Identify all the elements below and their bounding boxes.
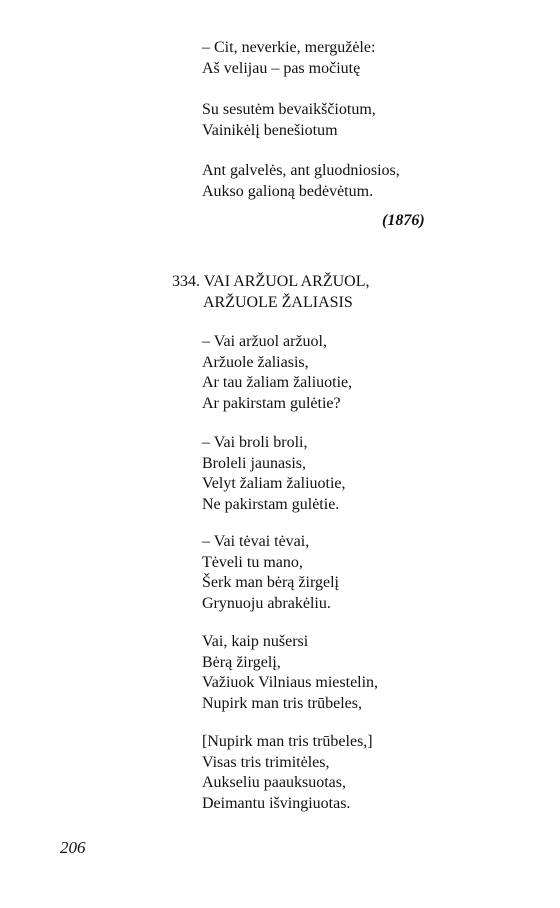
song-stanza-4	[202, 632, 378, 714]
song-heading	[172, 272, 370, 313]
poem-line: Tėveli tu mano,	[202, 553, 303, 571]
song-stanza-2	[202, 433, 346, 515]
poem-line: Važiuok Vilniaus miestelin,	[202, 674, 379, 691]
poem-line: Broleli jaunasis,	[202, 454, 306, 472]
song-stanza-1	[202, 332, 352, 414]
top-poem-stanza-2	[202, 100, 376, 141]
poem-line: Aržuole žaliasis,	[202, 353, 309, 371]
poem-line: Su sesutėm bevaikščiotum,	[202, 101, 376, 118]
top-poem-stanza-3	[202, 161, 400, 202]
poem-line: Aš velijau – pas močiutę	[202, 59, 361, 77]
song-title-line-1: VAI ARŽUOL ARŽUOL,	[203, 273, 370, 290]
song-stanza-3	[202, 532, 339, 614]
poem-line: Nupirk man tris trūbeles,	[202, 694, 362, 712]
top-poem-stanza-1	[202, 38, 375, 79]
poem-line: – Vai aržuol aržuol,	[202, 333, 327, 350]
poem-line: Bėrą žirgelį,	[202, 653, 281, 671]
song-title-line-2: ARŽUOLE ŽALIASIS	[203, 293, 353, 311]
poem-line: Grynuoju abrakėliu.	[202, 594, 331, 612]
poem-line: Vainikėlį benešiotum	[202, 121, 338, 139]
poem-line: Visas tris trimitėles,	[202, 753, 330, 771]
poem-line: Šerk man bėrą žirgelį	[202, 574, 339, 591]
song-heading-line-1	[172, 272, 370, 293]
poem-line: – Vai tėvai tėvai,	[202, 533, 310, 550]
poem-line: Aukso galioną bedėvėtum.	[202, 182, 374, 200]
poem-line: – Vai broli broli,	[202, 434, 308, 451]
song-number: 334.	[172, 273, 200, 290]
poem-date: (1876)	[382, 212, 425, 229]
poem-line: Ant galvelės, ant gluodniosios,	[202, 162, 400, 179]
poem-line: Deimantu išvingiuotas.	[202, 794, 351, 812]
page-number: 206	[60, 838, 86, 857]
poem-line: Ne pakirstam gulėtie.	[202, 495, 340, 513]
poem-line: Ar tau žaliam žaliuotie,	[202, 374, 353, 391]
poem-line: Velyt žaliam žaliuotie,	[202, 475, 346, 492]
poem-line: Aukseliu paauksuotas,	[202, 774, 346, 791]
poem-line: [Nupirk man tris trūbeles,]	[202, 733, 373, 750]
song-stanza-5	[202, 732, 373, 814]
poem-line: Ar pakirstam gulėtie?	[202, 394, 341, 412]
poem-line: – Cit, neverkie, mergužėle:	[202, 39, 376, 56]
poem-line: Vai, kaip nušersi	[202, 633, 309, 650]
